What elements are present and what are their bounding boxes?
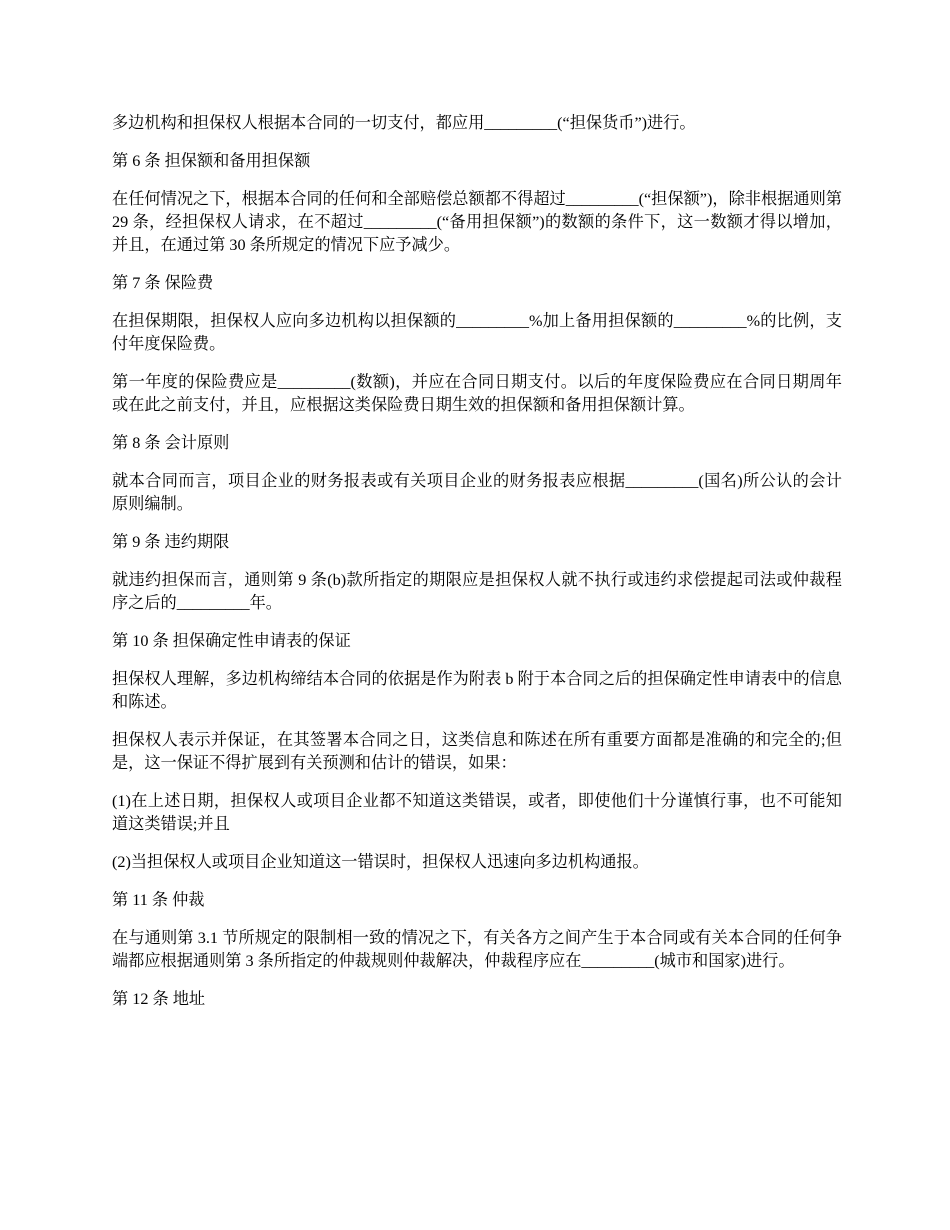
article-12-heading: 第 12 条 地址 bbox=[112, 990, 206, 1008]
paragraph-default-period: 就违约担保而言，通则第 9 条(b)款所指定的期限应是担保权人就不执行或违约求偿提起司法或仲裁程序之后的_________年。 bbox=[112, 571, 842, 612]
paragraph-arbitration: 在与通则第 3.1 节所规定的限制相一致的情况之下，有关各方之间产生于本合同或有关本合同的任何争端都应根据通则第 3 条所指定的仲裁规则仲裁解决，仲裁程序应在_________(城市和国家)进行。 bbox=[112, 929, 842, 970]
article-7-heading: 第 7 条 保险费 bbox=[112, 274, 214, 292]
paragraph-accounting-principles: 就本合同而言，项目企业的财务报表或有关项目企业的财务报表应根据_________(国名)所公认的会计原则编制。 bbox=[112, 472, 842, 513]
paragraph-guarantee-amount: 在任何情况之下，根据本合同的任何和全部赔偿总额都不得超过_________(“担保额”)，除非根据通则第 29 条，经担保权人请求，在不超过_________(“备用担保额”)的数额的条件下，这一数额才得以增加，并且，在通过第 30 条所规定的情况下应予减少。 bbox=[112, 190, 842, 254]
document-page bbox=[112, 112, 842, 1026]
article-11-heading: 第 11 条 仲裁 bbox=[112, 891, 205, 909]
paragraph-condition-1: (1)在上述日期，担保权人或项目企业都不知道这类错误，或者，即使他们十分谨慎行事，也不可能知道这类错误;并且 bbox=[112, 792, 842, 833]
paragraph-application-basis: 担保权人理解，多边机构缔结本合同的依据是作为附表 b 附于本合同之后的担保确定性申请表中的信息和陈述。 bbox=[112, 670, 842, 711]
article-10-heading: 第 10 条 担保确定性申请表的保证 bbox=[112, 632, 351, 650]
paragraph-payment-currency: 多边机构和担保权人根据本合同的一切支付，都应用_________(“担保货币”)进行。 bbox=[112, 114, 696, 132]
paragraph-first-year-premium: 第一年度的保险费应是_________(数额)，并应在合同日期支付。以后的年度保险费应在合同日期周年或在此之前支付，并且，应根据这类保险费日期生效的担保额和备用担保额计算。 bbox=[112, 373, 842, 414]
paragraph-annual-premium-rate: 在担保期限，担保权人应向多边机构以担保额的_________%加上备用担保额的_________%的比例，支付年度保险费。 bbox=[112, 312, 842, 353]
article-8-heading: 第 8 条 会计原则 bbox=[112, 434, 230, 452]
article-6-heading: 第 6 条 担保额和备用担保额 bbox=[112, 152, 311, 170]
paragraph-representation-warranty: 担保权人表示并保证，在其签署本合同之日，这类信息和陈述在所有重要方面都是准确的和完全的;但是，这一保证不得扩展到有关预测和估计的错误，如果： bbox=[112, 731, 842, 772]
article-9-heading: 第 9 条 违约期限 bbox=[112, 533, 230, 551]
paragraph-condition-2: (2)当担保权人或项目企业知道这一错误时，担保权人迅速向多边机构通报。 bbox=[112, 853, 649, 871]
